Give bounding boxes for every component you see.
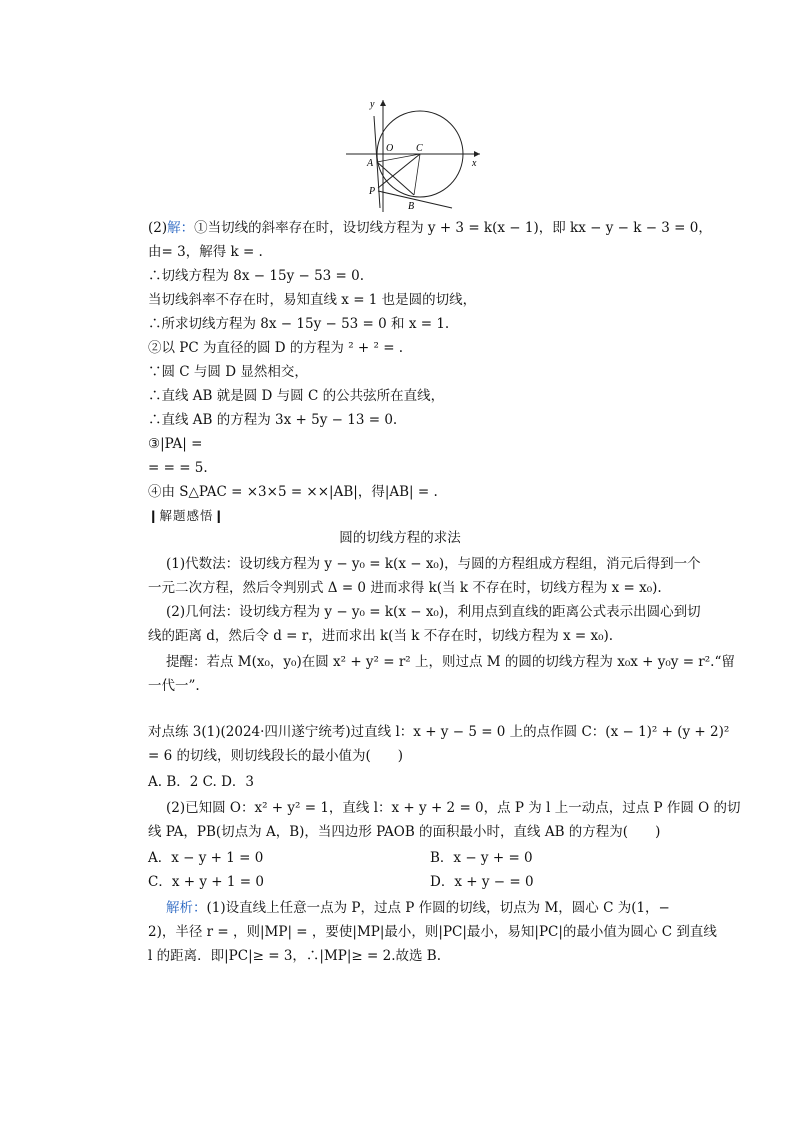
label-a: A: [367, 158, 374, 169]
solution-line-12: ④由 S△PAC = ×3×5 = ××|AB|，得|AB| = .: [148, 484, 438, 500]
label-x: x: [472, 158, 477, 169]
exercise-1-options: A. B．2 C. D．3: [148, 774, 254, 790]
solution-line-5: ∴所求切线方程为 8x − 15y − 53 = 0 和 x = 1.: [148, 316, 450, 332]
figure-svg: [340, 96, 485, 214]
option-a: A．x − y + 1 = 0: [148, 850, 264, 866]
tangent-pb: [378, 191, 452, 208]
method-2-line-2: 线的距离 d，然后令 d = r，进而求出 k(当 k 不存在时，切线方程为 x = x₀).: [148, 628, 614, 644]
solution-line-1: [148, 218, 800, 238]
analysis-line-1: [166, 898, 800, 918]
exercise-2-line-2: 线 PA，PB(切点为 A，B)，当四边形 PAOB 的面积最小时，直线 AB 的方程为( ): [148, 824, 661, 840]
option-d: D．x + y − = 0: [430, 874, 534, 890]
solution-line-3: ∴切线方程为 8x − 15y − 53 = 0.: [148, 268, 365, 284]
solution-line-11: = = = 5.: [148, 460, 208, 476]
analysis-label: 解析：: [166, 900, 207, 916]
segment-bc: [414, 154, 420, 195]
solution-line-10: ③|PA| =: [148, 436, 203, 452]
solution-line-6: ②以 PC 为直径的圆 D 的方程为 ² + ² = .: [148, 340, 404, 356]
solution-line-7: ∵圆 C 与圆 D 显然相交，: [148, 364, 308, 380]
part-number: (2): [148, 220, 168, 236]
label-c: C: [416, 143, 423, 154]
solution-line-9: ∴直线 AB 的方程为 3x + 5y − 13 = 0.: [148, 412, 398, 428]
segment-pc: [378, 154, 420, 188]
analysis-line-2: 2)，半径 r = ，则|MP| = ，要使|MP|最小，则|PC|最小，易知|PC|的最小值为圆心 C 到直线: [148, 924, 717, 940]
method-2-line-1: (2)几何法：设切线方程为 y − y₀ = k(x − x₀)，利用点到直线的距离公式表示出圆心到切: [166, 604, 701, 620]
exercise-1-line-1: 对点练 3(1)(2024·四川遂宁统考)过直线 l：x + y − 5 = 0 上的点作圆 C：(x − 1)² + (y + 2)²: [148, 724, 730, 740]
exercise-1-line-2: = 6 的切线，则切线段长的最小值为( ): [148, 748, 404, 764]
y-axis-arrow: [380, 100, 386, 106]
tip-line-1: 提醒：若点 M(x₀，y₀)在圆 x² + y² = r² 上，则过点 M 的圆的切线方程为 x₀x + y₀y = r².“留: [166, 654, 735, 670]
label-y: y: [370, 99, 375, 110]
solution-line-2: 由= 3，解得 k = .: [148, 244, 263, 260]
circle-tangent-figure: [340, 96, 485, 214]
solution-line-8: ∴直线 AB 就是圆 D 与圆 C 的公共弦所在直线，: [148, 388, 445, 404]
option-b: B．x − y + = 0: [430, 850, 533, 866]
section-title: 圆的切线方程的求法: [339, 530, 461, 546]
analysis-text: (1)设直线上任意一点为 P，过点 P 作圆的切线，切点为 M，圆心 C 为(1，−: [206, 900, 670, 916]
exercise-2-line-1: (2)已知圆 O：x² + y² = 1，直线 l：x + y + 2 = 0，点 P 为 l 上一动点，过点 P 作圆 O 的切: [166, 800, 741, 816]
label-o: O: [386, 143, 394, 154]
option-c: C．x + y + 1 = 0: [148, 874, 264, 890]
label-b: B: [408, 201, 415, 212]
label-p: P: [369, 186, 376, 197]
analysis-line-3: l 的距离．即|PC|≥ = 3，∴|MP|≥ = 2.故选 B.: [148, 948, 442, 964]
method-1-line-2: 一元二次方程，然后令判别式 Δ = 0 进而求得 k(当 k 不存在时，切线方程为 x = x₀).: [148, 580, 662, 596]
tip-line-2: 一代一”.: [148, 678, 200, 694]
solution-label: 解：: [167, 220, 195, 236]
x-axis-arrow: [474, 151, 480, 157]
solution-text: ①当切线的斜率存在时，设切线方程为 y + 3 = k(x − 1)，即 kx − y − k − 3 = 0，: [194, 220, 712, 236]
solution-line-4: 当切线斜率不存在时，易知直线 x = 1 也是圆的切线，: [148, 292, 477, 308]
method-1-line-1: (1)代数法：设切线方程为 y − y₀ = k(x − x₀)，与圆的方程组成方程组，消元后得到一个: [166, 556, 701, 572]
section-tag: ❙解题感悟❙: [148, 508, 225, 523]
